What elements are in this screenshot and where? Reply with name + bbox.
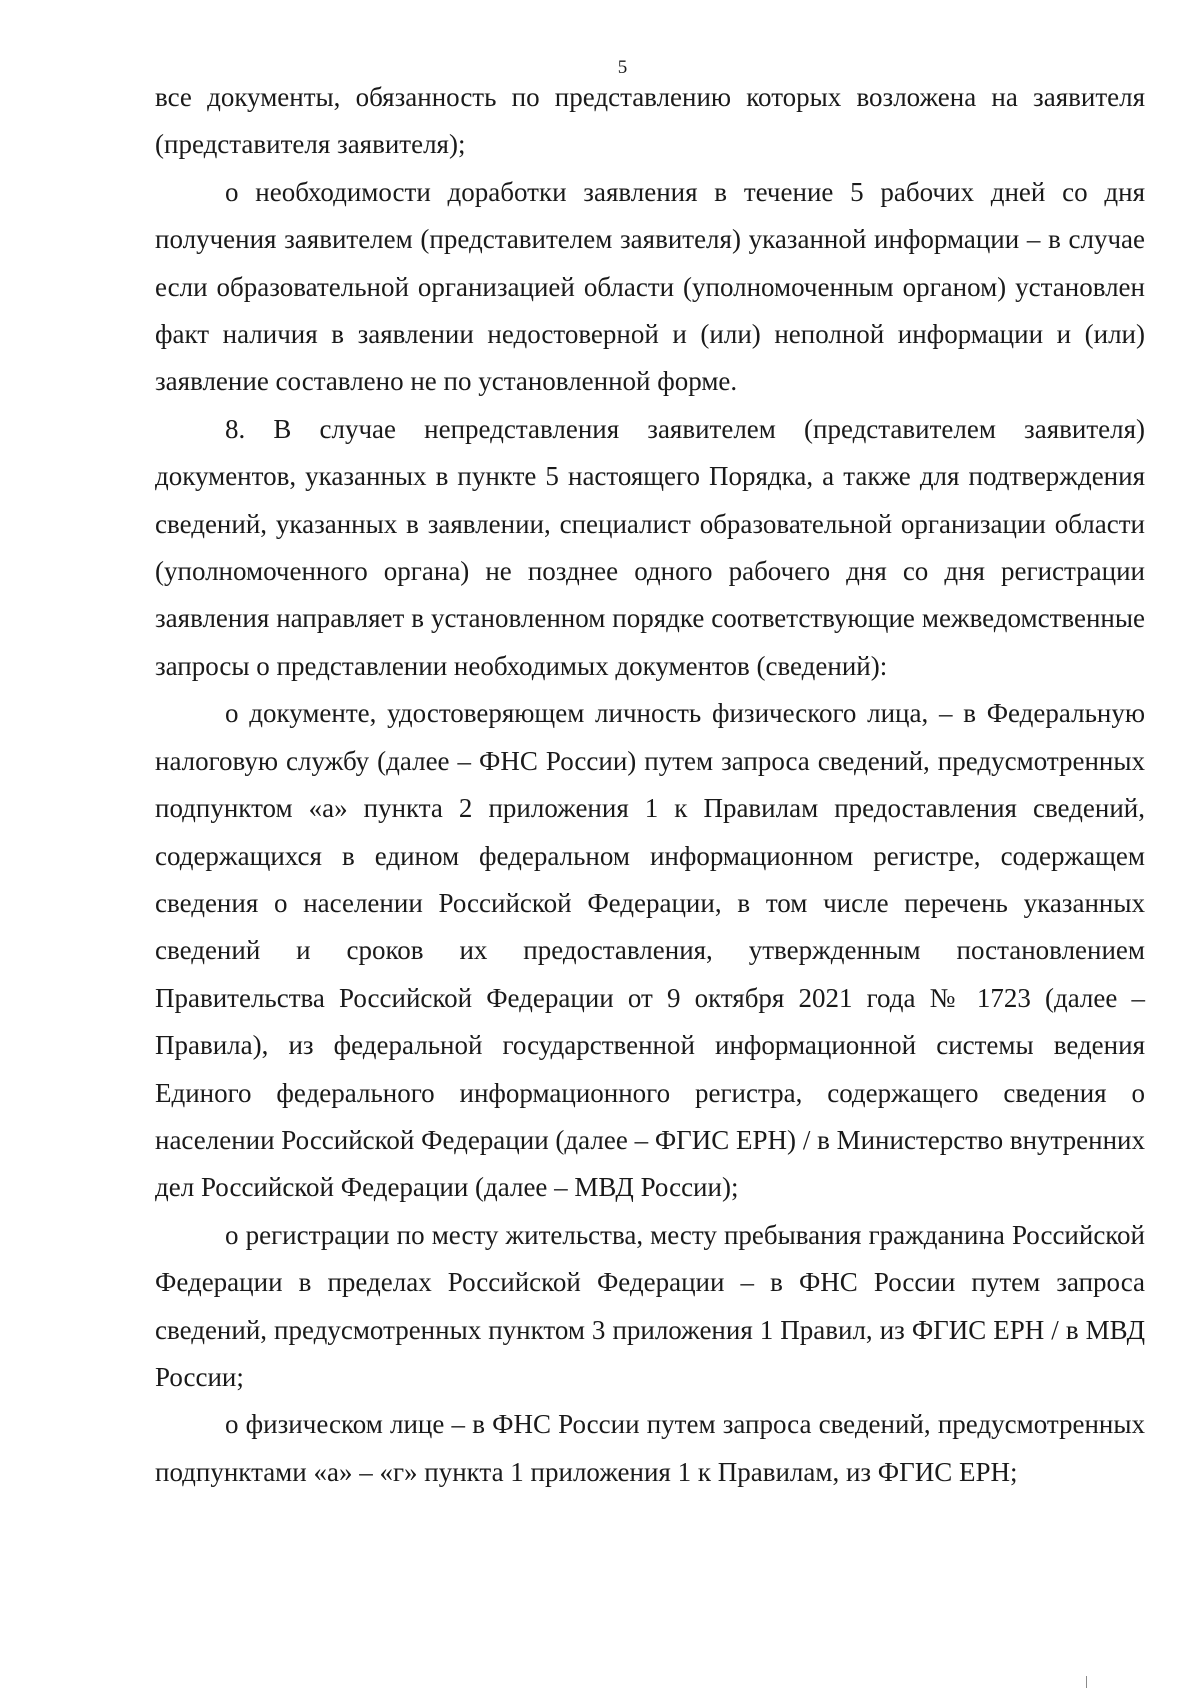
paragraph-continuation: все документы, обязанность по представлению которых возложена на заявителя (представителя заявителя);: [155, 82, 1145, 160]
paragraph: о необходимости доработки заявления в течение 5 рабочих дней со дня получения заявителем (представителем заявителя) указанной информации – в случае если образовательной организацией области (уполномоченным органом) установлен факт наличия в заявлении недостоверной и (или) неполной информации и (или) заявление составлено не по установленной форме.: [155, 176, 1145, 397]
paragraph-item-8: 8. В случае непредставления заявителем (представителем заявителя) документов, указанных в пункте 5 настоящего Порядка, а также для подтверждения сведений, указанных в заявлении, специалист образовательной организации области (уполномоченного органа) не позднее одного рабочего дня со дня регистрации заявления направляет в установленном порядке соответствующие межведомственные запросы о представлении необходимых документов (сведений):: [155, 413, 1145, 681]
paragraph: о физическом лице – в ФНС России путем запроса сведений, предусмотренных подпунктами «а» – «г» пункта 1 приложения 1 к Правилам, из ФГИС ЕРН;: [155, 1409, 1145, 1487]
paragraph: о регистрации по месту жительства, месту пребывания гражданина Российской Федерации в пределах Российской Федерации – в ФНС России путем запроса сведений, предусмотренных пунктом 3 приложения 1 Правил, из ФГИС ЕРН / в МВД России;: [155, 1219, 1145, 1392]
page-number: 5: [617, 57, 628, 78]
document-body: [155, 74, 1145, 1496]
paragraph: о документе, удостоверяющем личность физического лица, – в Федеральную налоговую службу (далее – ФНС России) путем запроса сведений, предусмотренных подпунктом «а» пункта 2 приложения 1 к Правилам предоставления сведений, содержащихся в едином федеральном информационном регистре, содержащем сведения о населении Российской Федерации, в том числе перечень указанных сведений и сроков их предоставления, утвержденным постановлением Правительства Российской Федерации от 9 октября 2021 года № 1723 (далее – Правила), из федеральной государственной информационной системы ведения Единого федерального информационного регистра, содержащего сведения о населении Российской Федерации (далее – ФГИС ЕРН) / в Министерство внутренних дел Российской Федерации (далее – МВД России);: [155, 698, 1145, 1203]
scan-mark: [1086, 1676, 1087, 1688]
